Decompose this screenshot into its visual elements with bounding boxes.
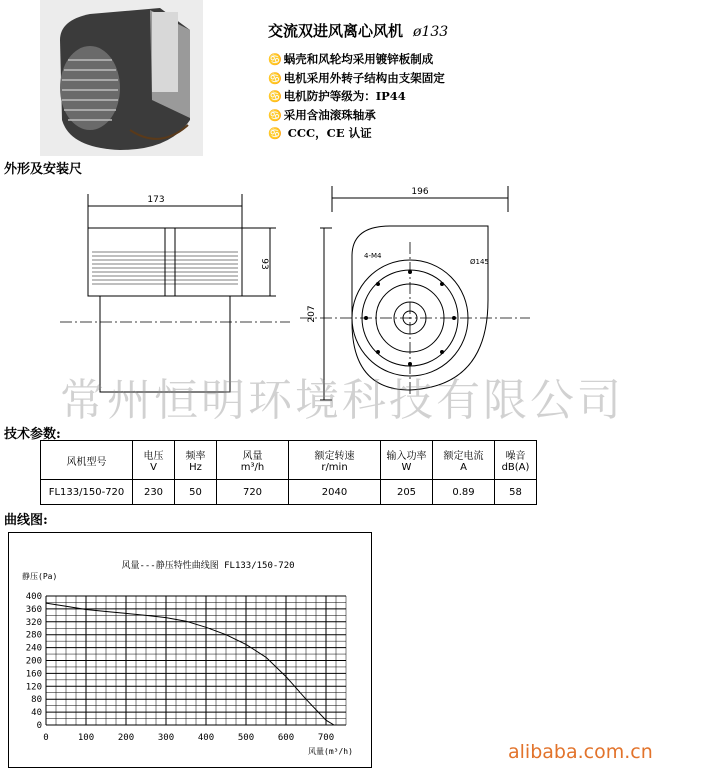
product-title bbox=[268, 20, 448, 41]
dim-width-left: 173 bbox=[147, 195, 165, 205]
header-cell: 频率 Hz bbox=[175, 441, 217, 480]
dimensions-heading: 外形及安装尺 bbox=[4, 162, 83, 177]
y-tick-label: 40 bbox=[31, 708, 42, 719]
y-tick-label: 320 bbox=[25, 617, 42, 628]
dim-width-right: 196 bbox=[411, 187, 429, 197]
bullet-icon: ♋ bbox=[268, 90, 282, 103]
y-tick-label: 120 bbox=[25, 682, 42, 693]
header-cell: 输入功率 W bbox=[381, 441, 433, 480]
x-axis-label: 风量(m³/h) bbox=[308, 747, 353, 756]
product-photo bbox=[40, 0, 203, 156]
curve-heading: 曲线图: bbox=[4, 513, 48, 528]
table-row bbox=[41, 480, 537, 505]
header-cell: 风机型号 bbox=[41, 441, 133, 480]
chart-title: 风量---静压特性曲线图 FL133/150-720 bbox=[121, 561, 295, 571]
header-cell: 额定电流 A bbox=[433, 441, 495, 480]
alibaba-logo[interactable]: alibaba.com.cn bbox=[508, 741, 653, 763]
x-tick-label: 400 bbox=[197, 733, 215, 743]
table-cell: 205 bbox=[381, 480, 433, 505]
y-tick-label: 200 bbox=[25, 656, 42, 667]
x-tick-label: 300 bbox=[157, 733, 175, 743]
title-text: 交流双进风离心风机 bbox=[268, 22, 404, 40]
y-tick-label: 80 bbox=[31, 695, 42, 706]
params-table bbox=[40, 440, 537, 505]
y-tick-label: 280 bbox=[25, 630, 42, 641]
feature-item: ♋ 蜗壳和风轮均采用镀锌板制成 bbox=[268, 52, 434, 66]
x-tick-label: 700 bbox=[317, 733, 335, 743]
header-cell: 噪音 dB(A) bbox=[495, 441, 537, 480]
table-cell: 58 bbox=[495, 480, 537, 505]
dim-height-inner: 93 bbox=[259, 258, 269, 270]
table-header-row bbox=[41, 441, 537, 480]
params-heading: 技术参数: bbox=[4, 427, 61, 442]
feature-list bbox=[268, 50, 445, 143]
y-tick-label: 240 bbox=[25, 643, 42, 654]
diameter-label: Ø145 bbox=[470, 258, 489, 266]
hole-label: 4-M4 bbox=[364, 252, 382, 260]
feature-item: ♋ 电机防护等级为：IP44 bbox=[268, 89, 406, 103]
pressure-flow-chart bbox=[8, 532, 372, 768]
table-cell: 0.89 bbox=[433, 480, 495, 505]
x-tick-label: 200 bbox=[117, 733, 135, 743]
feature-item: ♋ 采用含油滚珠轴承 bbox=[268, 107, 376, 122]
table-cell: 2040 bbox=[289, 480, 381, 505]
y-axis-label: 静压(Pa) bbox=[22, 572, 58, 581]
x-tick-label: 500 bbox=[237, 733, 255, 743]
header-cell: 额定转速 r/min bbox=[289, 441, 381, 480]
table-cell: FL133/150-720 bbox=[41, 480, 133, 505]
y-tick-label: 0 bbox=[36, 721, 42, 731]
bullet-icon: ♋ bbox=[268, 108, 282, 122]
header-cell: 风量 m³/h bbox=[217, 441, 289, 480]
table-cell: 230 bbox=[133, 480, 175, 505]
y-tick-label: 400 bbox=[25, 592, 42, 602]
bullet-icon: ♋ bbox=[268, 127, 282, 140]
x-tick-label: 600 bbox=[277, 733, 295, 743]
x-tick-label: 100 bbox=[77, 733, 95, 743]
x-tick-label: 0 bbox=[43, 733, 49, 743]
y-tick-label: 360 bbox=[25, 604, 42, 615]
table-cell: 50 bbox=[175, 480, 217, 505]
table-cell: 720 bbox=[217, 480, 289, 505]
bullet-icon: ♋ bbox=[268, 53, 282, 66]
watermark-text: 常州恒明环境科技有限公司 bbox=[60, 375, 624, 426]
feature-item: ♋ CCC，CE 认证 bbox=[268, 126, 372, 140]
bullet-icon: ♋ bbox=[268, 71, 282, 85]
header-cell: 电压 V bbox=[133, 441, 175, 480]
y-tick-label: 160 bbox=[25, 669, 42, 680]
dim-height-total: 207 bbox=[307, 305, 317, 323]
model-text: ø133 bbox=[413, 24, 449, 40]
feature-item: ♋ 电机采用外转子结构由支架固定 bbox=[268, 70, 445, 85]
